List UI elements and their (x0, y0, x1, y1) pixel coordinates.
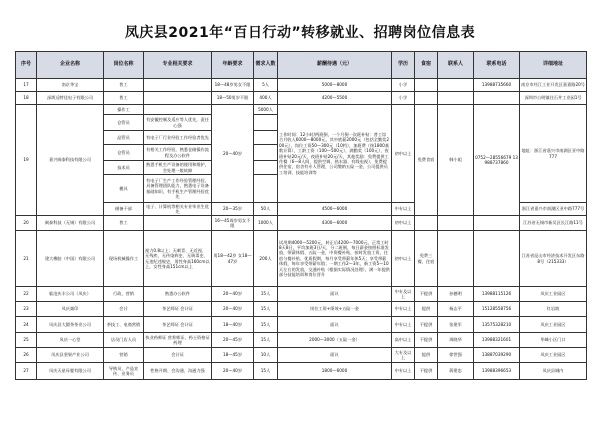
cell-company: 凤庆一心堂 (37, 333, 104, 348)
cell-count: 200人 (254, 231, 278, 287)
cell-contact: 杨志平 (438, 302, 474, 317)
cell-age: 20—45岁 (212, 333, 254, 348)
cell-food (415, 216, 438, 231)
cell-salary: 岗位工资+绩效+五险一金 (278, 302, 392, 317)
cell-salary: 面议 (278, 317, 392, 333)
header-food: 食宿 (415, 52, 438, 79)
cell-no: 19 (16, 105, 37, 216)
cell-count: 50人 (254, 203, 278, 216)
cell-food (415, 92, 438, 105)
cell-count: 400人 (254, 92, 278, 105)
cell-food: 提供 (415, 302, 438, 317)
cell-age: 18—50男岁不限 (212, 92, 254, 105)
cell-edu: 中专以上 (392, 363, 415, 380)
cell-edu: 中专以上 (392, 203, 415, 216)
table-row (16, 363, 587, 380)
cell-address: 凤庆县城内 (520, 363, 587, 380)
cell-salary: 5000—8000 (278, 79, 392, 92)
cell-address: 凤庆工业园区 (520, 287, 587, 302)
cell-position: 品管员 (104, 131, 144, 145)
table-row (16, 287, 587, 302)
cell-position: 营销 (104, 348, 144, 363)
cell-count: 15人 (254, 302, 278, 317)
cell-company: 南京华宝 (37, 79, 104, 92)
cell-major (144, 92, 212, 105)
cell-major: 熟悉手机生产设备的使用和维护，会处理一般故障 (144, 161, 212, 175)
cell-phone: 13988735660 (474, 79, 520, 92)
cell-salary: 面议 (278, 348, 392, 363)
cell-address: 南京市经江工业开发区嘉嘉路20号 (520, 79, 587, 92)
cell-position: 操作工 (104, 105, 144, 115)
cell-no: 20 (16, 216, 37, 231)
cell-address: 江苏省昆山市经济技术开发区东路8号（215333） (520, 231, 587, 287)
cell-salary: 1800—6000 (278, 363, 392, 380)
cell-address: 江苏省无锡市新吴区长江路11号 (520, 216, 587, 231)
cell-age: 20—40岁 (212, 363, 254, 380)
cell-contact (438, 92, 474, 105)
jobs-table (15, 51, 587, 380)
header-major: 专业相关要求 (144, 52, 212, 79)
cell-position: 行政、营销 (104, 287, 144, 302)
table-row (16, 92, 587, 105)
cell-major: 有电子厂行业经验工作经验者优先 (144, 131, 212, 145)
table-row (16, 317, 587, 333)
cell-company: 临沧庆丰公司（凤庆） (37, 287, 104, 302)
cell-position: 模具 (104, 175, 144, 203)
cell-major: 有相关工作经验，熟悉仓储操作流程及办公软件 (144, 145, 212, 161)
cell-food: 提供 (415, 348, 438, 363)
cell-company: 凤庆楽印 (37, 302, 104, 317)
cell-salary: 4200—5500 (278, 92, 392, 105)
cell-contact (438, 216, 474, 231)
cell-company: 凤庆天星母婴有限公司 (37, 363, 104, 380)
cell-address: 深圳市公明镇往石井工业园1号 (520, 92, 587, 105)
header-address: 详细地址 (520, 52, 587, 79)
cell-major (144, 105, 212, 115)
cell-edu: 小学 (392, 92, 415, 105)
cell-no: 23 (16, 302, 37, 317)
cell-major: 熟悉办公软件 (144, 287, 212, 302)
cell-count (254, 115, 278, 131)
cell-age: 20—40岁 (212, 287, 254, 302)
cell-edu: 高中以上 (392, 333, 415, 348)
cell-food: 不提供 (415, 287, 438, 302)
cell-major: 执业药师证 营养师证、药士资格证 药理 (144, 333, 212, 348)
cell-company: 嘉兴闽泰科技有限公司 (37, 105, 104, 216)
cell-no: 17 (16, 79, 37, 92)
header-contact: 联系人 (438, 52, 474, 79)
cell-position: 导购员、产品宣传、业务员 (104, 363, 144, 380)
cell-food: 免费食宿 (415, 105, 438, 216)
cell-no: 27 (16, 363, 37, 380)
cell-age: 18—45岁 (212, 348, 254, 363)
cell-position: 技术员 (104, 161, 144, 175)
cell-food: 不提供 (415, 363, 438, 380)
table-row (16, 348, 587, 363)
cell-company: 凤庆县大圆茶茶业公司 (37, 317, 104, 333)
cell-no: 24 (16, 317, 37, 333)
cell-edu: 初中以上 (392, 216, 415, 231)
cell-age: 20—40岁 (212, 302, 254, 317)
cell-position: 仓管员 (104, 145, 144, 161)
cell-position: 储备干部 (104, 203, 144, 216)
cell-major (144, 79, 212, 92)
cell-count: 10人 (254, 348, 278, 363)
header-age: 年龄要求 (212, 52, 254, 79)
header-position: 岗位名称 (104, 52, 144, 79)
cell-address: 红岩坡 (520, 302, 587, 317)
table-row (16, 79, 587, 92)
cell-position: 仓管员 (104, 115, 144, 131)
table-row (16, 231, 587, 287)
cell-age: 16—45周岁男女不限 (212, 216, 254, 231)
cell-no: 25 (16, 333, 37, 348)
cell-count (254, 131, 278, 145)
cell-position: 普工 (104, 79, 144, 92)
cell-company: 建大橡胶（中国）有限公司 (37, 231, 104, 287)
cell-contact: 蒋建忠 (438, 363, 474, 380)
header-no: 序号 (16, 52, 37, 79)
cell-major: 茶艺师证 会计证 (144, 317, 212, 333)
cell-contact: 徐世强 (438, 348, 474, 363)
cell-phone: 13988396653 (474, 363, 520, 380)
cell-count: 15人 (254, 287, 278, 302)
cell-contact (438, 79, 474, 92)
cell-count (254, 175, 278, 203)
cell-phone (474, 216, 520, 231)
cell-phone: 13988321601 (474, 333, 520, 348)
header-phone: 联系电话 (474, 52, 520, 79)
cell-contact: 孙德明 (438, 287, 474, 302)
cell-food (415, 79, 438, 92)
table-row (16, 333, 587, 348)
cell-count: 5000人 (254, 105, 278, 115)
cell-count: 15人 (254, 333, 278, 348)
cell-position: 现场机械操作工 (104, 231, 144, 287)
cell-count (254, 145, 278, 161)
cell-edu: 中专及以上 (392, 287, 415, 302)
cell-no: 22 (16, 287, 37, 302)
cell-contact: 张建军 (438, 317, 474, 333)
cell-count (254, 161, 278, 175)
cell-contact: 周晓华 (438, 333, 474, 348)
header-edu: 学历 (392, 52, 415, 79)
header-salary: 薪酬待遇（元） (278, 52, 392, 79)
cell-major (144, 216, 212, 231)
table-row (16, 105, 587, 115)
cell-age: 18—40岁 (212, 317, 254, 333)
cell-address: 浙江省嘉兴市南湖区亚中路777号 (520, 203, 587, 216)
cell-no: 26 (16, 348, 37, 363)
cell-position: 普工 (104, 216, 144, 231)
cell-age: 18—48岁男女不限 (212, 79, 254, 92)
cell-position: 店员门店人员 (104, 333, 144, 348)
cell-major: 茶艺师证 会计证 (144, 302, 212, 317)
header-row (16, 52, 587, 79)
cell-major: 有电子厂生产工作经验管理经验，具备管理团队能力，熟悉电子设备基础知识，有手机生产管理经验优先 (144, 175, 212, 203)
cell-count: 15人 (254, 363, 278, 380)
cell-salary: 4500—6000 (278, 203, 392, 216)
cell-contact (438, 231, 474, 287)
cell-age: 20—40岁 (212, 105, 254, 203)
cell-no: 21 (16, 231, 37, 287)
document-title: 凤庆县2021年“百日行动”转移就业、招聘岗位信息表 (124, 25, 476, 41)
cell-food: 不提供 (415, 333, 438, 348)
cell-count: 1000人 (254, 216, 278, 231)
cell-salary: 面议 (278, 287, 392, 302)
cell-company: 凤庆县坚果产业公司 (37, 348, 104, 363)
cell-phone: 15128558756 (474, 302, 520, 317)
cell-company: 闽泰科技（无锡）有限公司 (37, 216, 104, 231)
cell-salary: 2000—3000（五险一金） (278, 333, 392, 348)
cell-phone: 13887039290 (474, 348, 520, 363)
cell-phone (474, 92, 520, 105)
cell-edu: 中专以上 (392, 317, 415, 333)
cell-age: 男18—42岁 女18—47岁 (212, 231, 254, 287)
cell-position: 会计 (104, 302, 144, 317)
cell-phone: 0752—28556679 13988737860 (474, 105, 520, 216)
cell-company: 深圳远特佳电子有限公司 (37, 92, 104, 105)
cell-major: 会计证 (144, 348, 212, 363)
cell-edu: 小学 (392, 79, 415, 92)
table-row (16, 216, 587, 231)
cell-edu: 中专以上 (392, 302, 415, 317)
cell-edu: 初中以上 (392, 231, 415, 287)
header-count: 需求人数 (254, 52, 278, 79)
cell-count: 5人 (254, 79, 278, 92)
cell-major: 性格开朗、会沟通、沟通力强 (144, 363, 212, 380)
cell-address: 地址：浙江省嘉兴市南湖区亚中路777 (520, 105, 587, 203)
cell-major: 电子、计算机等相关专业毕业生优先 (144, 203, 212, 216)
cell-phone (474, 231, 520, 287)
cell-edu: 初中以上 (392, 105, 415, 203)
cell-count: 15人 (254, 317, 278, 333)
header-company: 企业名称 (37, 52, 104, 79)
cell-food: 免费三餐、住宿 (415, 231, 438, 287)
cell-address: 华峰小区门口 (520, 333, 587, 348)
cell-edu: 大专及以上 (392, 348, 415, 363)
cell-major: 有安徽控制及适应等人优先，责任心强 (144, 115, 212, 131)
cell-address: 凤庆工业园区 (520, 348, 587, 363)
cell-position: 普工 (104, 92, 144, 105)
cell-salary: 工作时间：12小时/两班倒，一个月倒一次班补贴：普工综合月收入6000—8000元，其中底薪2000元（包括全勤奖200元），岗位工资50—300元（10档），加班费（按1800基数计算），工龄工资（100—500元），满勤奖（100元），夜班补贴20元/天，夜班补贴20元/天，其他奖励：免费提供工作餐（6—8人间，提供空调、热水器、有线电视），免费提供住宿，宿舍有专人管理，公司缴纳五险一金，公司提供员工培训、技能培训等 (278, 105, 392, 203)
cell-position: 茶技工、电商营销 (104, 317, 144, 333)
cell-phone: 13575328210 (474, 317, 520, 333)
cell-no: 18 (16, 92, 37, 105)
cell-salary: 4300—6000 (278, 216, 392, 231)
cell-phone: 13988115126 (474, 287, 520, 302)
cell-address: 凤庆工业园区 (520, 317, 587, 333)
cell-salary: 试用期4000—5200元，转正后4200—7000元，正常工时8天8日，平均加班3日/天，分二班倒，每日薪金按照标准发放，带薪休假、五险一金，中资餐补贴，按时发放工资，住宿与餐补贴、优质假期，每月享受带薪年休5天；享受带薪休假，每年享受带薪年假；一期工作2—3年，新工资5—10天左右的发放，交通补贴（根据实际情况处理），满一年提供部分技能培训和岗位晋升 (278, 231, 392, 287)
cell-age: 20—35岁 (212, 203, 254, 216)
cell-food: 不提供 (415, 317, 438, 333)
cell-major: 视力0.8以上；无刺青、无近视、无残疾、无传染病史、无吸毒史、无违纪违规史，男性身高160cm以上，女性身高151cm以上 (144, 231, 212, 287)
table-row (16, 302, 587, 317)
cell-contact: 韩小姐 (438, 105, 474, 216)
